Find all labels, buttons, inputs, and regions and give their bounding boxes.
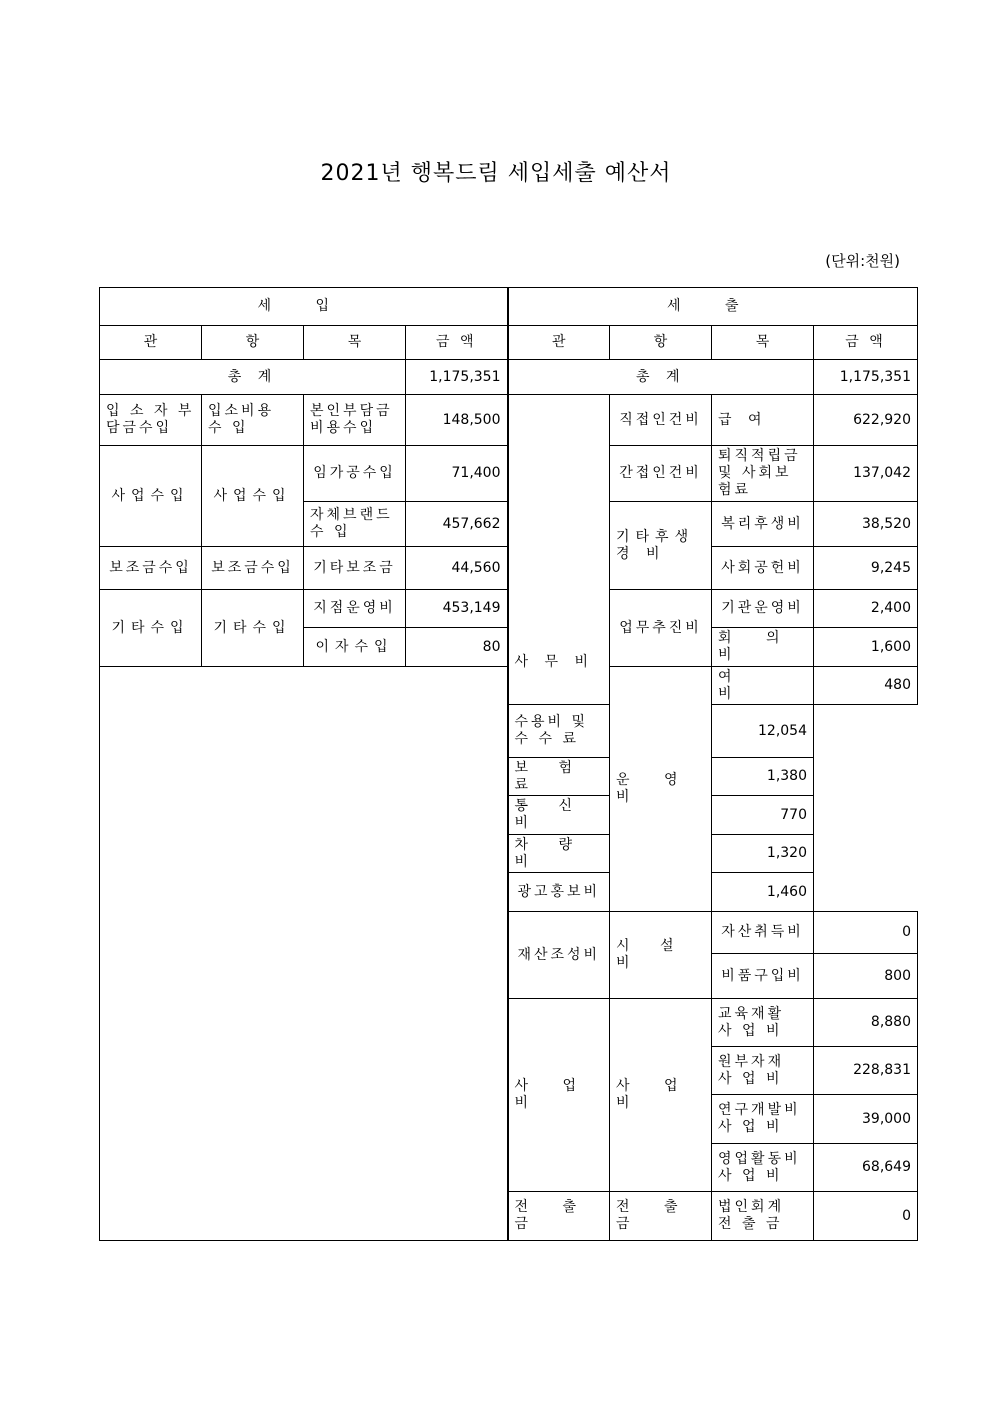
expense-header: 세 출 bbox=[508, 288, 918, 326]
exp-amount: 2,400 bbox=[814, 590, 918, 628]
rev-amount: 80 bbox=[406, 628, 508, 667]
rev-mok: 이자수입 bbox=[304, 628, 406, 667]
rev-hang: 사업수입 bbox=[202, 446, 304, 547]
exp-amount: 38,520 bbox=[814, 502, 918, 547]
budget-table bbox=[99, 287, 918, 1241]
exp-hang: 운 영 비 bbox=[610, 667, 712, 912]
exp-amount: 1,600 bbox=[814, 628, 918, 667]
col-hang: 항 bbox=[610, 326, 712, 360]
exp-mok: 자산취득비 bbox=[712, 912, 814, 954]
exp-mok: 수용비 및 수 수 료 bbox=[508, 705, 610, 758]
page-title: 2021년 행복드림 세입세출 예산서 bbox=[320, 161, 672, 186]
exp-mok: 복리후생비 bbox=[712, 502, 814, 547]
exp-amount: 9,245 bbox=[814, 547, 918, 590]
exp-amount: 480 bbox=[814, 667, 918, 705]
exp-gwan: 재산조성비 bbox=[508, 912, 610, 999]
exp-mok: 영업활동비 사 업 비 bbox=[712, 1144, 814, 1192]
exp-hang: 업무추진비 bbox=[610, 590, 712, 667]
exp-amount: 68,649 bbox=[814, 1144, 918, 1192]
rev-amount: 44,560 bbox=[406, 547, 508, 590]
unit-label: (단위:천원) bbox=[825, 252, 900, 270]
exp-amount: 1,380 bbox=[712, 758, 814, 796]
col-amount: 금 액 bbox=[814, 326, 918, 360]
exp-amount: 0 bbox=[814, 912, 918, 954]
exp-mok: 급 여 bbox=[712, 395, 814, 446]
exp-hang: 간접인건비 bbox=[610, 446, 712, 502]
exp-hang: 전 출 금 bbox=[610, 1192, 712, 1241]
exp-hang: 시 설 비 bbox=[610, 912, 712, 999]
col-amount: 금 액 bbox=[406, 326, 508, 360]
col-gwan: 관 bbox=[508, 326, 610, 360]
exp-amount: 12,054 bbox=[712, 705, 814, 758]
exp-amount: 0 bbox=[814, 1192, 918, 1241]
rev-amount: 453,149 bbox=[406, 590, 508, 628]
rev-mok: 본인부담금 비용수입 bbox=[304, 395, 406, 446]
exp-amount: 1,320 bbox=[712, 835, 814, 873]
col-gwan: 관 bbox=[100, 326, 202, 360]
exp-hang: 기타후생 경 비 bbox=[610, 502, 712, 590]
exp-mok: 연구개발비 사 업 비 bbox=[712, 1095, 814, 1144]
exp-mok: 광고홍보비 bbox=[508, 873, 610, 912]
rev-amount: 71,400 bbox=[406, 446, 508, 502]
exp-amount: 770 bbox=[712, 796, 814, 835]
exp-amount: 1,460 bbox=[712, 873, 814, 912]
rev-mok: 임가공수입 bbox=[304, 446, 406, 502]
exp-gwan: 사 업 비 bbox=[508, 999, 610, 1192]
rev-gwan: 기타수입 bbox=[100, 590, 202, 667]
exp-amount: 800 bbox=[814, 954, 918, 999]
exp-mok: 교육재활 사 업 비 bbox=[712, 999, 814, 1047]
exp-amount: 39,000 bbox=[814, 1095, 918, 1144]
total-revenue-amount: 1,175,351 bbox=[406, 360, 508, 395]
rev-amount: 148,500 bbox=[406, 395, 508, 446]
exp-mok: 비품구입비 bbox=[712, 954, 814, 999]
total-label: 총 계 bbox=[508, 360, 814, 395]
rev-amount: 457,662 bbox=[406, 502, 508, 547]
rev-gwan: 사업수입 bbox=[100, 446, 202, 547]
rev-mok: 자체브랜드 수 입 bbox=[304, 502, 406, 547]
rev-gwan: 보조금수입 bbox=[100, 547, 202, 590]
col-mok: 목 bbox=[304, 326, 406, 360]
exp-mok: 법인회계 전 출 금 bbox=[712, 1192, 814, 1241]
exp-amount: 137,042 bbox=[814, 446, 918, 502]
exp-mok: 기관운영비 bbox=[712, 590, 814, 628]
exp-gwan: 전 출 금 bbox=[508, 1192, 610, 1241]
rev-mok: 지점운영비 bbox=[304, 590, 406, 628]
exp-hang: 직접인건비 bbox=[610, 395, 712, 446]
exp-mok: 원부자재 사 업 비 bbox=[712, 1047, 814, 1095]
total-expense-amount: 1,175,351 bbox=[814, 360, 918, 395]
exp-amount: 622,920 bbox=[814, 395, 918, 446]
rev-hang: 기타수입 bbox=[202, 590, 304, 667]
rev-mok: 기타보조금 bbox=[304, 547, 406, 590]
exp-amount: 228,831 bbox=[814, 1047, 918, 1095]
col-hang: 항 bbox=[202, 326, 304, 360]
revenue-blank-area bbox=[100, 667, 508, 1241]
exp-mok: 차 량 비 bbox=[508, 835, 610, 873]
rev-hang: 입소비용 수 입 bbox=[202, 395, 304, 446]
exp-mok: 회 의 비 bbox=[712, 628, 814, 667]
exp-mok: 통 신 비 bbox=[508, 796, 610, 835]
exp-mok: 여 비 bbox=[712, 667, 814, 705]
rev-hang: 보조금수입 bbox=[202, 547, 304, 590]
exp-mok: 퇴직적립금 및 사회보험료 bbox=[712, 446, 814, 502]
revenue-header: 세 입 bbox=[100, 288, 508, 326]
total-label: 총 계 bbox=[100, 360, 406, 395]
rev-gwan: 입 소 자 부담금수입 bbox=[100, 395, 202, 446]
exp-hang: 사 업 비 bbox=[610, 999, 712, 1192]
exp-mok: 보 험 료 bbox=[508, 758, 610, 796]
exp-mok: 사회공헌비 bbox=[712, 547, 814, 590]
exp-amount: 8,880 bbox=[814, 999, 918, 1047]
exp-gwan-office: 사 무 비 bbox=[508, 395, 610, 705]
col-mok: 목 bbox=[712, 326, 814, 360]
